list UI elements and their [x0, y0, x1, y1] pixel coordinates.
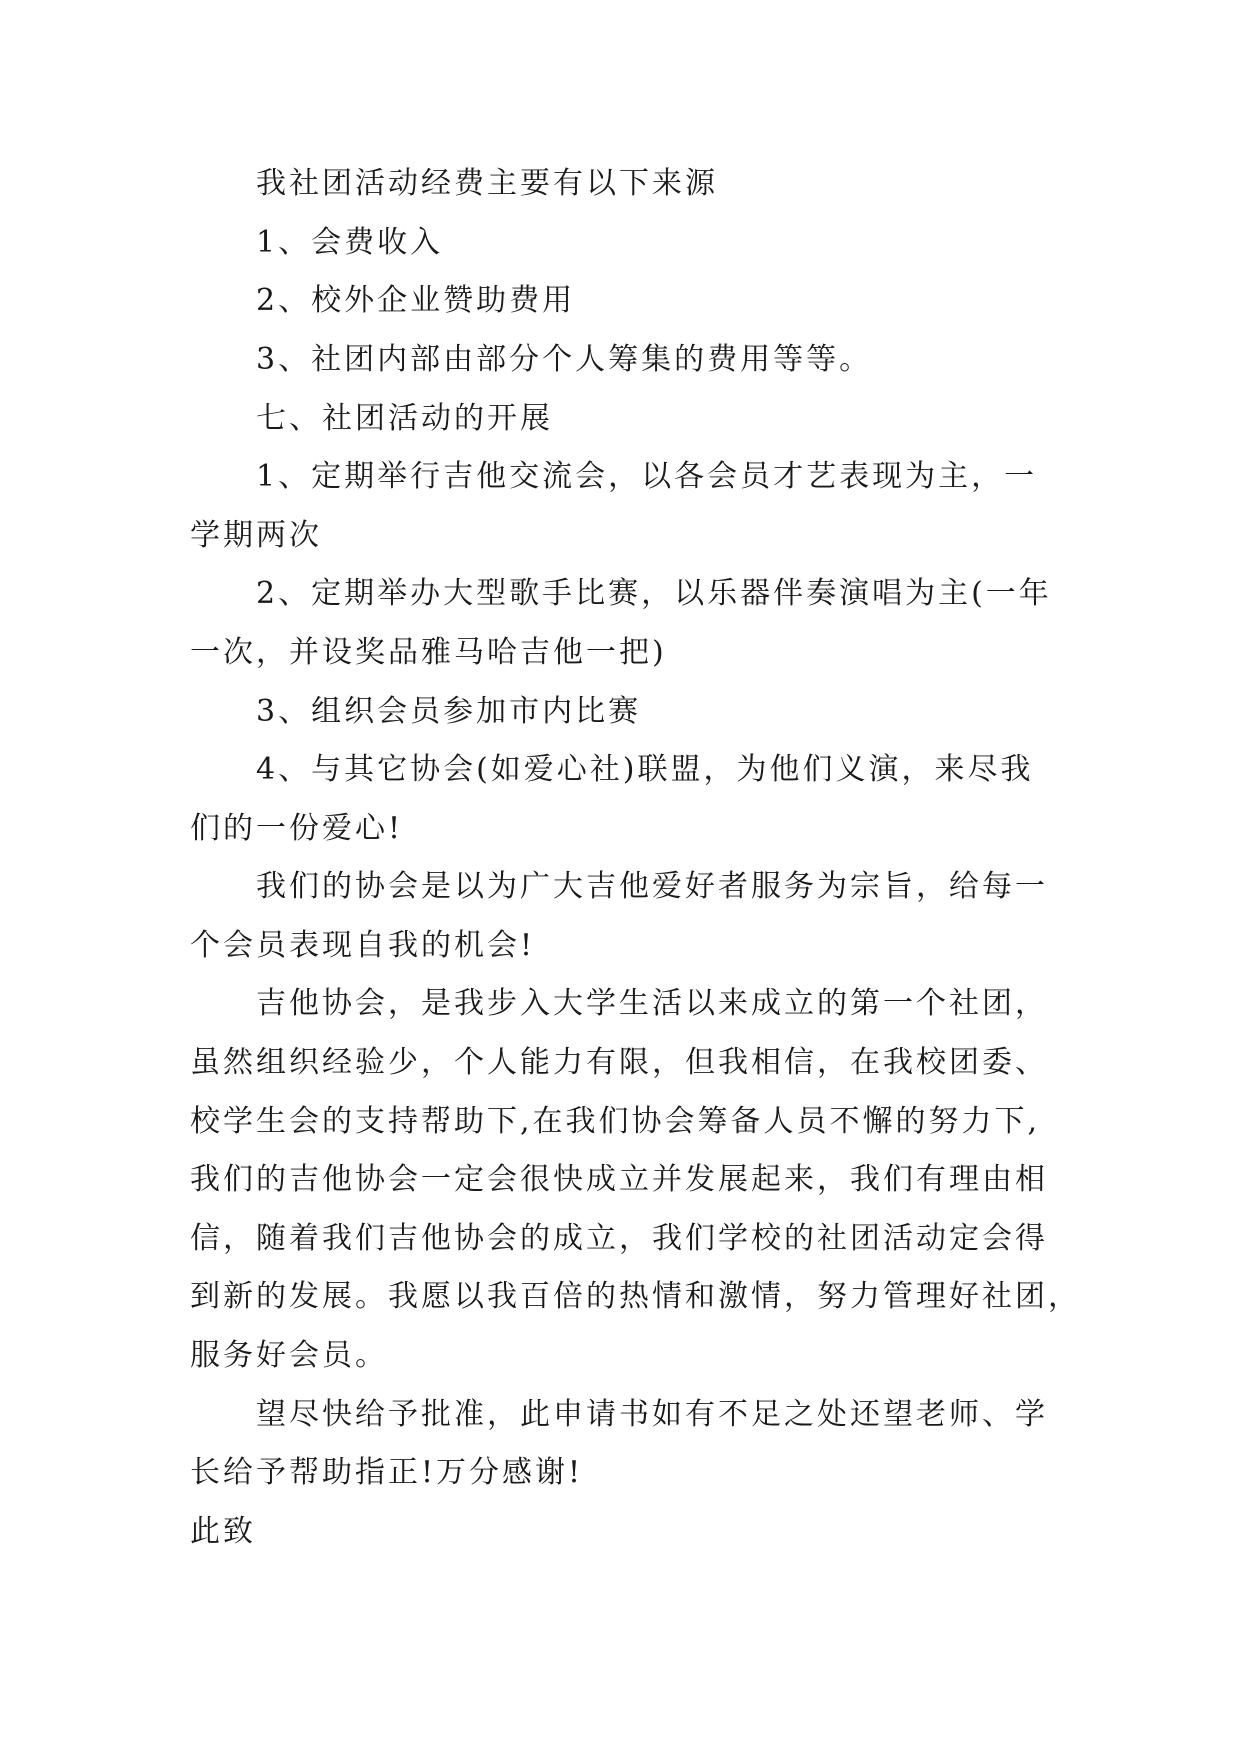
text-line: 七、社团活动的开展 [256, 401, 553, 436]
text-line: 个会员表现自我的机会! [190, 928, 536, 963]
text-line: 望尽快给予批准，此申请书如有不足之处还望老师、学 [256, 1397, 1048, 1432]
text-line: 服务好会员。 [190, 1338, 388, 1373]
text-line: 2、校外企业赞助费用 [256, 283, 576, 318]
text-line: 校学生会的支持帮助下,在我们协会筹备人员不懈的努力下, [190, 1104, 1041, 1139]
text-line: 吉他协会，是我步入大学生活以来成立的第一个社团， [256, 986, 1048, 1021]
text-line: 我们的协会是以为广大吉他爱好者服务为宗旨，给每一 [256, 869, 1048, 904]
text-line: 学期两次 [190, 518, 322, 553]
text-line: 4、与其它协会(如爱心社)联盟，为他们义演，来尽我 [256, 752, 1034, 787]
text-line: 到新的发展。我愿以我百倍的热情和激情，努力管理好社团， [190, 1279, 1081, 1314]
text-line: 3、组织会员参加市内比赛 [256, 694, 642, 729]
text-line: 长给予帮助指正!万分感谢! [190, 1455, 584, 1490]
text-line: 我们的吉他协会一定会很快成立并发展起来，我们有理由相 [190, 1162, 1048, 1197]
text-line: 此致 [190, 1514, 256, 1549]
text-line: 虽然组织经验少，个人能力有限，但我相信，在我校团委、 [190, 1045, 1048, 1080]
text-line: 1、会费收入 [256, 225, 444, 260]
text-line: 1、定期举行吉他交流会，以各会员才艺表现为主，一 [256, 459, 1038, 494]
text-line: 一次，并设奖品雅马哈吉他一把) [190, 635, 667, 670]
text-line: 我社团活动经费主要有以下来源 [256, 166, 718, 201]
text-line: 2、定期举办大型歌手比赛，以乐器伴奏演唱为主(一年 [256, 576, 1052, 611]
text-line: 们的一份爱心! [190, 811, 404, 846]
text-line: 3、社团内部由部分个人筹集的费用等等。 [256, 342, 873, 377]
text-line: 信，随着我们吉他协会的成立，我们学校的社团活动定会得 [190, 1221, 1048, 1256]
